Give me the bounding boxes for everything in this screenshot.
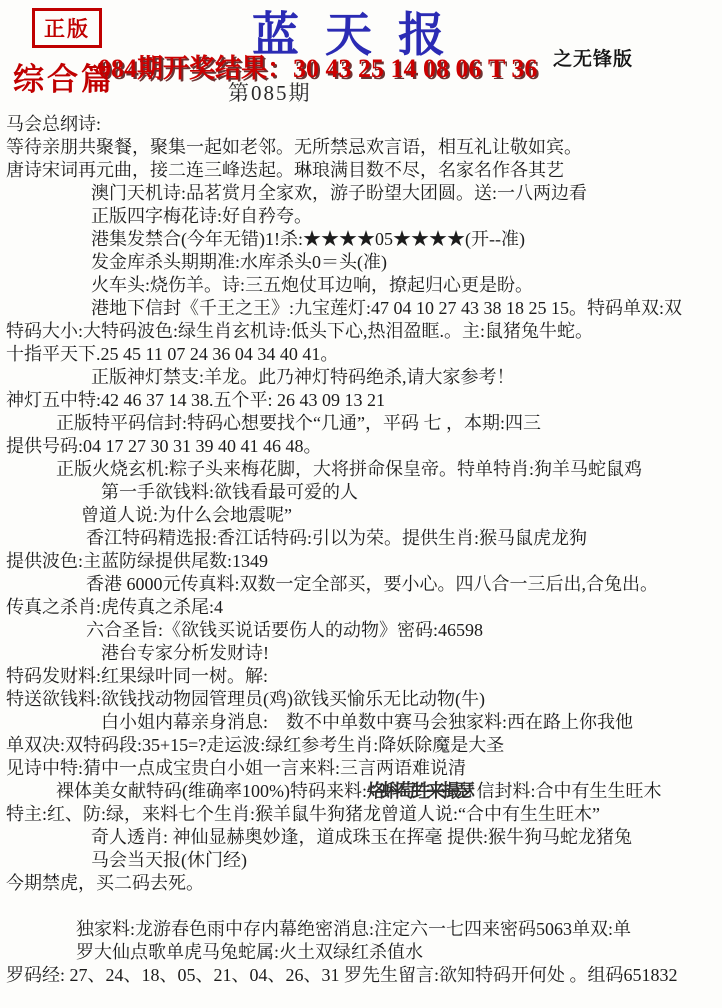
- text-line: 澳门天机诗:品茗赏月全家欢，游子盼望大团圆。送:一八两边看: [91, 183, 587, 203]
- page-title: 蓝天报: [252, 10, 471, 62]
- text-line: 香江特码精选报:香江话特码:引以为荣。提供生肖:猴马鼠虎龙狗: [86, 528, 588, 548]
- text-line: 传真之杀肖:虎传真之杀尾:4: [6, 597, 224, 617]
- text-line: 香港 6000元传真料:双数一定全部买，要小心。四八合一三后出,合兔出。: [86, 574, 658, 594]
- text-line: 港地下信封《千王之王》:九宝莲灯:47 04 10 27 43 38 18 25 15。特码单双:双: [91, 298, 683, 318]
- text-line: 发金库杀头期期准:水库杀头0＝头(准): [91, 252, 387, 272]
- text-line: 提供波色:主蓝防绿提供尾数:1349: [6, 551, 269, 571]
- issue-number: 第085期: [228, 81, 312, 105]
- text-line: 火车头:烧伤羊。诗:三五炮仗耳边响，撩起归心更是盼。: [91, 275, 533, 295]
- text-segment: 信封料:合中有生生旺木: [471, 781, 662, 801]
- text-line: 唐诗宋词再元曲，接二连三峰迭起。琳琅满目数不尽，名家名作各其艺: [6, 160, 564, 180]
- text-line: 马会当天报(休门经): [91, 850, 247, 870]
- text-line: 提供号码:04 17 27 30 31 39 40 41 46 48。: [6, 436, 322, 456]
- text-line: 第一手欲钱料:欲钱看最可爱的人: [101, 482, 358, 502]
- text-line: 罗码经: 27、24、18、05、21、04、26、31 罗先生留言:欲知特码开何处 。组码651832: [6, 965, 678, 985]
- draw-result-line: 084期开奖结果：30 43 25 14 08 06 T 36: [98, 54, 538, 83]
- text-line: 等待亲朋共聚餐，聚集一起如老邻。无所禁忌欢言语，相互礼让敬如宾。: [6, 137, 582, 157]
- text-line: 六合圣旨:《欲钱买说话要伤人的动物》密码:46598: [86, 620, 483, 640]
- text-line: 特码发财料:红果绿叶同一树。解:: [6, 666, 269, 686]
- text-line: 港台专家分析发财诗!: [101, 643, 269, 663]
- text-line: 奇人透肖: 神仙显赫奥妙逢，道成珠玉在挥毫 提供:猴牛狗马蛇龙猪兔: [91, 827, 632, 847]
- text-line: 见诗中特:猜中一点成宝贵白小姐一言来料:三言两语难说清: [6, 758, 466, 778]
- text-line: 独家料:龙游春色雨中存内幕绝密消息:注定六一七四来密码5063单双:单: [76, 919, 631, 939]
- text-line: [6, 895, 720, 918]
- text-line: 正版四字梅花诗:好自矜夸。: [91, 206, 312, 226]
- text-line: 白小姐内幕亲身消息: 数不中单数中赛马会独家料:西在路上你我他: [101, 712, 633, 732]
- text-line: 特码大小:大特码波色:绿生肖玄机诗:低头下心,热泪盈眶.。主:鼠猪兔牛蛇。: [6, 321, 594, 341]
- text-line: 港集发禁合(今年无错)1!杀:★★★★05★★★★(开--准): [91, 229, 525, 249]
- text-line: 特主:红、防:绿，来料七个生肖:猴羊鼠牛狗猪龙曾道人说:“合中有生生旺木”: [6, 804, 600, 824]
- text-line: 今期禁虎，买二码去死。: [6, 873, 204, 893]
- authentic-badge: 正版: [32, 8, 102, 48]
- text-line: [6, 780, 720, 803]
- garbled-overprint: 烙蝌萄甡来撮瑟: [366, 781, 472, 801]
- text-line: 曾道人说:为什么会地震呢”: [81, 505, 292, 525]
- text-line: 神灯五中特:42 46 37 14 38.五个平: 26 43 09 13 21: [6, 390, 386, 410]
- text-segment: 裸体美女献特码(维确率100%)特码来料:: [56, 781, 367, 801]
- text-line: 马会总纲诗:: [6, 114, 102, 134]
- text-line: 正版神灯禁支:羊龙。此乃神灯特码绝杀,请大家参考！: [91, 367, 515, 387]
- text-line: 单双决:双特码段:35+15=?走运波:绿红参考生肖:降妖除魔是大圣: [6, 735, 505, 755]
- text-line: 十指平天下.25 45 11 07 24 36 04 34 40 41。: [6, 344, 339, 364]
- text-line: 正版火烧玄机:粽子头来梅花脚，大将拼命保皇帝。特单特肖:狗羊马蛇鼠鸡: [56, 459, 642, 479]
- edition-label: 之无锋版: [553, 49, 634, 70]
- body-lines: [6, 113, 720, 987]
- text-line: 罗大仙点歌单虎马兔蛇属:火土双绿红杀值水: [76, 942, 423, 962]
- section-label: 综合篇: [13, 62, 115, 97]
- text-line: 正版特平码信封:特码心想要找个“几通”，平码 七 ，本期:四三: [56, 413, 541, 433]
- text-line: 特送欲钱料:欲钱找动物园管理员(鸡)欲钱买愉乐无比动物(牛): [6, 689, 485, 709]
